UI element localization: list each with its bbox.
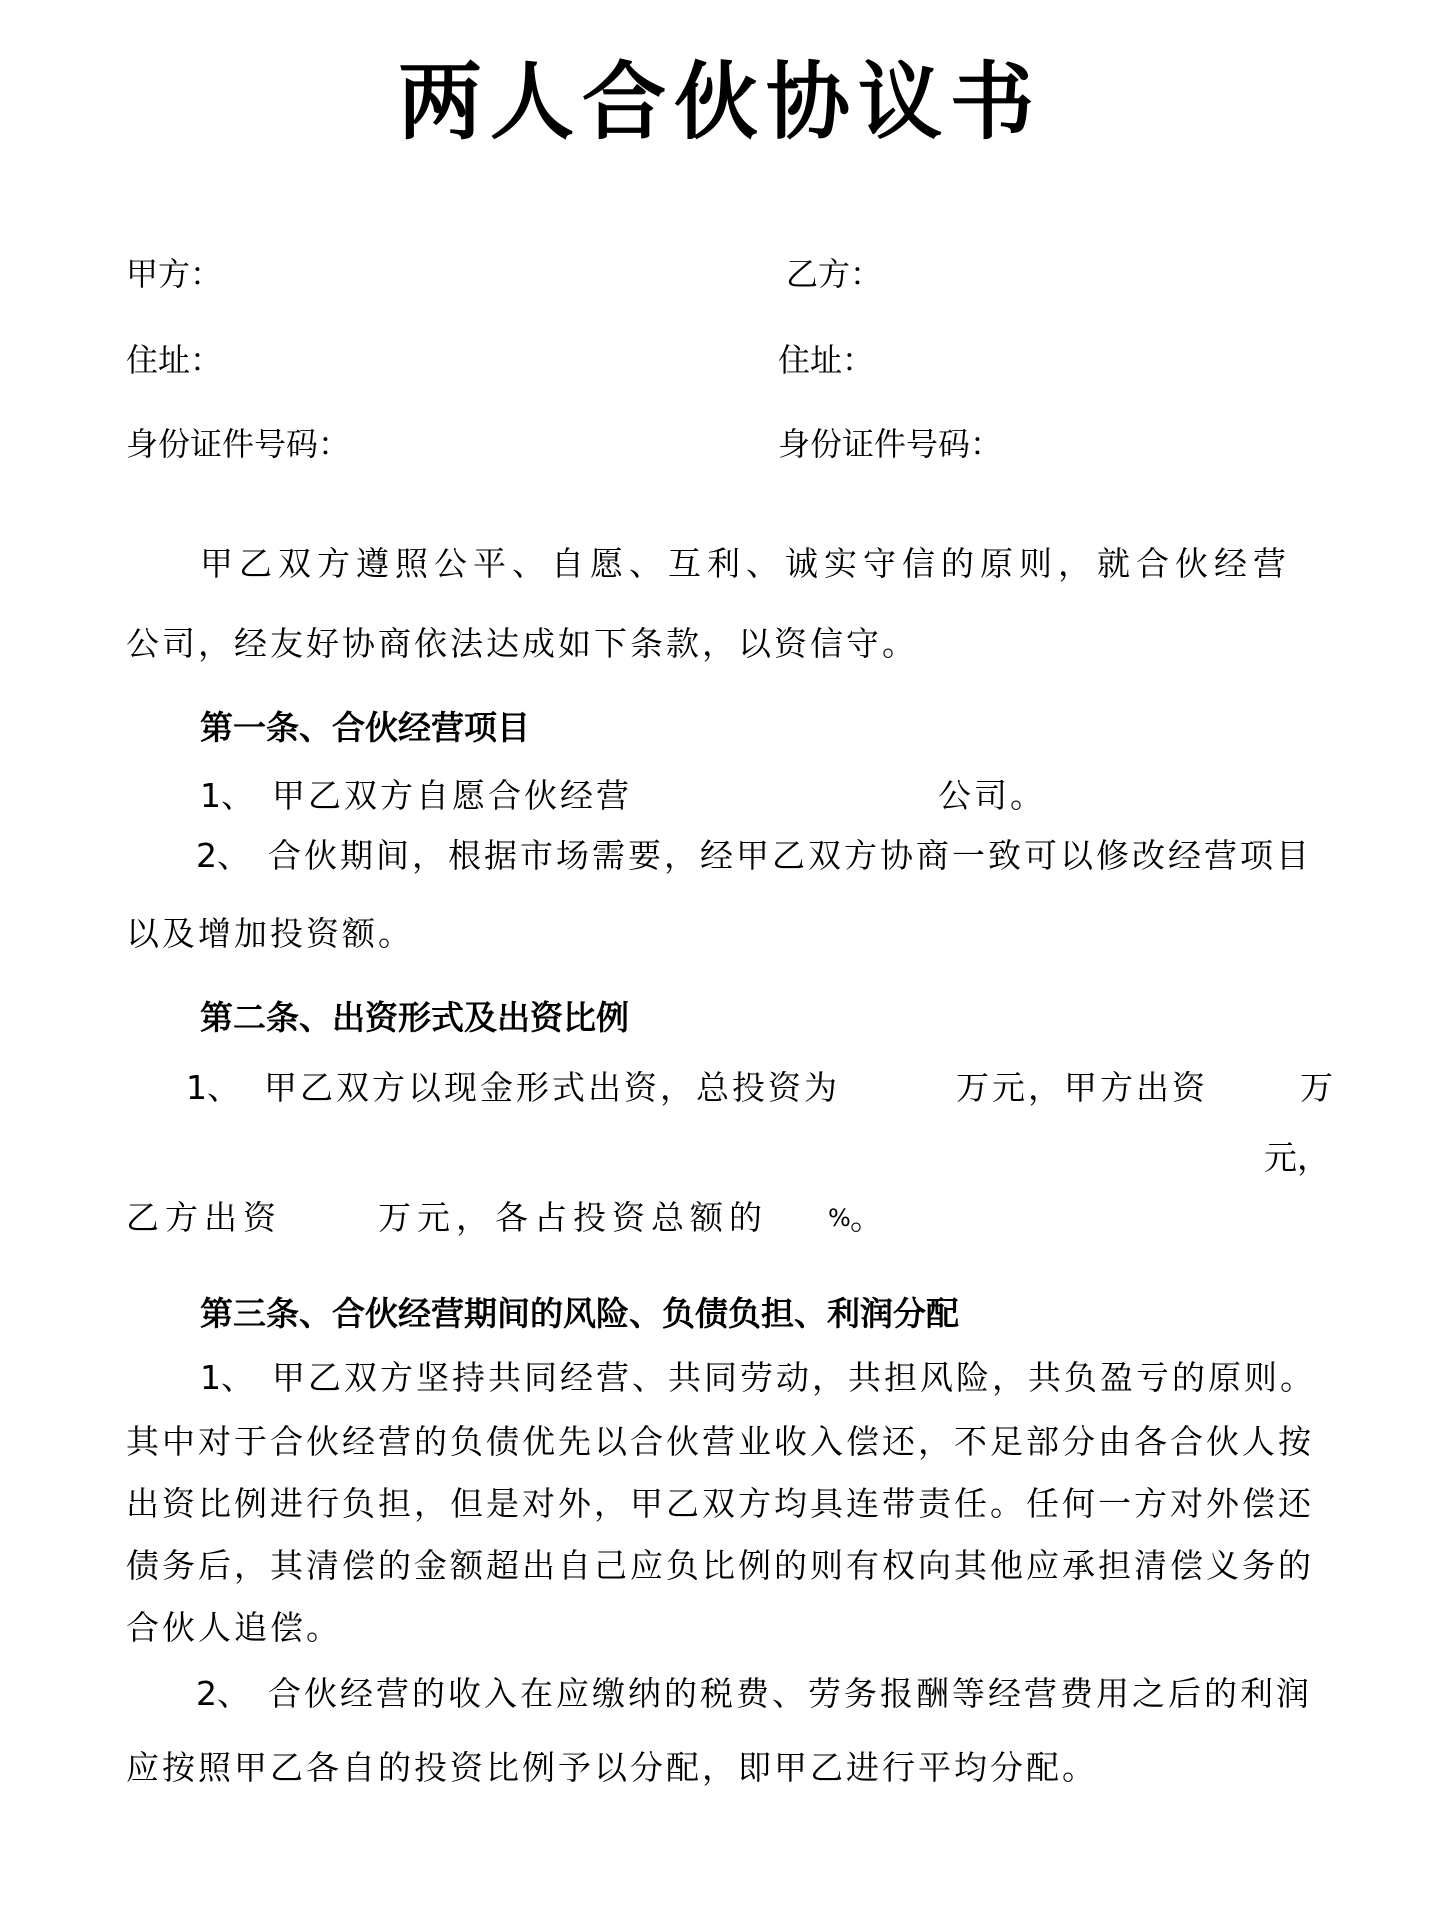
article-2-line-3-a: 乙方出资 [126, 1198, 282, 1237]
id-b-label: 身份证件号码： [778, 425, 1003, 463]
article-3-item-1-line-2: 其中对于合伙经营的负债优先以合伙营业收入偿还，不足部分由各合伙人按 [126, 1422, 1314, 1461]
article-3-item-1-line-3: 出资比例进行负担，但是对外，甲乙双方均具连带责任。任何一方对外偿还 [126, 1484, 1314, 1523]
article-2-line-3-b: 万元，各占投资总额的 [378, 1198, 768, 1237]
address-a-label: 住址： [126, 341, 223, 379]
article-2-line-3-end: 。 [850, 1198, 883, 1237]
article-1-heading: 第一条、合伙经营项目 [200, 708, 530, 747]
document-title: 两人合伙协议书 [397, 53, 1042, 151]
article-3-item-2-line-1: 合伙经营的收入在应缴纳的税费、劳务报酬等经营费用之后的利润 [268, 1674, 1312, 1713]
article-1-item-1-suffix: 公司。 [938, 776, 1046, 815]
article-1-item-1-text: 甲乙双方自愿合伙经营 [272, 776, 632, 815]
address-b-label: 住址： [778, 341, 875, 379]
article-3-item-1-line-5: 合伙人追偿。 [126, 1608, 342, 1647]
article-3-item-1-line-4: 债务后，其清偿的金额超出自己应负比例的则有权向其他应承担清偿义务的 [126, 1546, 1314, 1585]
intro-line-1: 甲乙双方遵照公平、自愿、互利、诚实守信的原则，就合伙经营 [200, 544, 1292, 583]
intro-line-2: 公司，经友好协商依法达成如下条款，以资信守。 [126, 624, 918, 663]
article-1-item-2-number: 2、 [196, 836, 250, 875]
id-a-label: 身份证件号码： [126, 425, 351, 463]
article-2-percent-sign: % [828, 1204, 851, 1232]
article-3-item-1-number: 1、 [200, 1358, 254, 1397]
party-a-label: 甲方： [126, 255, 223, 293]
article-3-item-2-number: 2、 [196, 1674, 250, 1713]
article-2-item-1-number: 1、 [186, 1068, 240, 1107]
article-3-item-2-line-2: 应按照甲乙各自的投资比例予以分配，即甲乙进行平均分配。 [126, 1748, 1098, 1787]
article-2-item-1-wan: 万 [1300, 1068, 1333, 1107]
article-1-item-1-number: 1、 [200, 776, 254, 815]
party-b-label: 乙方： [786, 255, 883, 293]
article-1-item-2-line-2: 以及增加投资额。 [126, 914, 414, 953]
article-2-item-1-yuan: 元， [1264, 1138, 1330, 1177]
article-3-heading: 第三条、合伙经营期间的风险、负债负担、利润分配 [200, 1294, 959, 1333]
article-2-item-1-text: 甲乙双方以现金形式出资，总投资为 [264, 1068, 840, 1107]
article-1-item-2-line-1: 合伙期间，根据市场需要，经甲乙双方协商一致可以修改经营项目 [268, 836, 1312, 875]
article-2-item-1-mid: 万元，甲方出资 [956, 1068, 1208, 1107]
article-2-heading: 第二条、出资形式及出资比例 [200, 998, 629, 1037]
article-3-item-1-line-1: 甲乙双方坚持共同经营、共同劳动，共担风险，共负盈亏的原则。 [272, 1358, 1316, 1397]
